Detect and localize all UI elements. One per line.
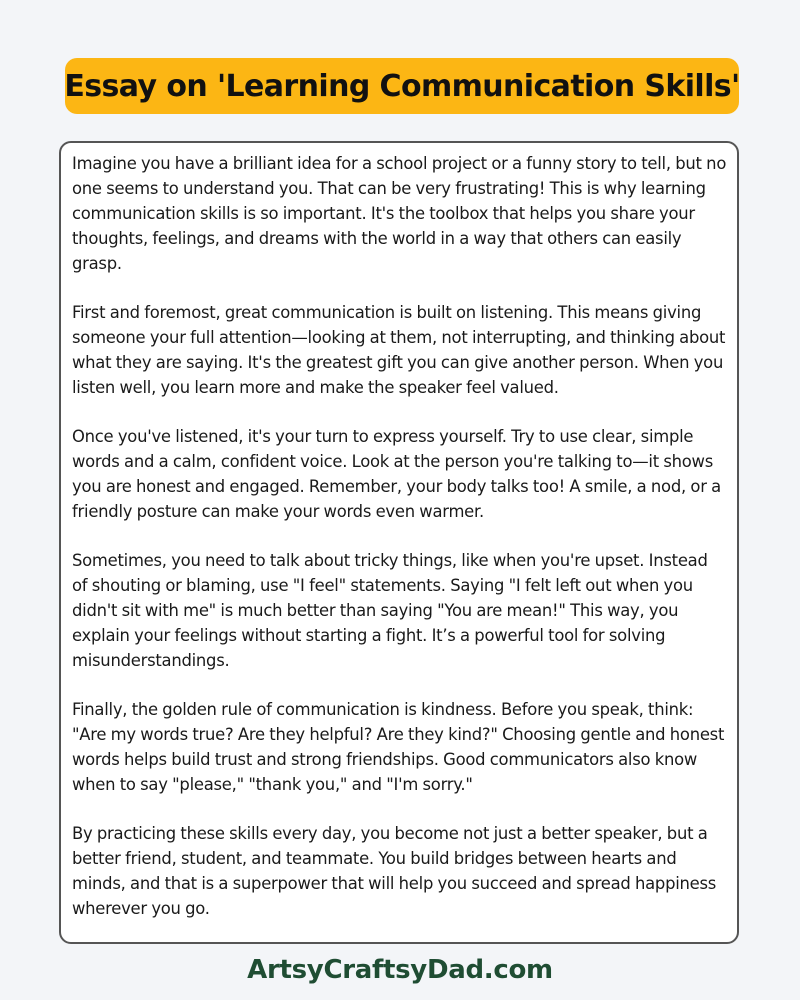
page-title: Essay on 'Learning Communication Skills' <box>64 68 740 104</box>
title-banner <box>65 58 739 114</box>
essay-paragraph: Imagine you have a brilliant idea for a school project or a funny story to tell, but no one seems to understand you. That can be very frustrating! This is why learning communication skills is so important. It's the toolbox that helps you share your thoughts, feelings, and dreams with the world in a way that others can easily grasp. <box>72 154 727 273</box>
site-watermark: ArtsyCraftsyDad.com <box>247 955 553 985</box>
essay-paragraph: By practicing these skills every day, you become not just a better speaker, but a better friend, student, and teammate. You build bridges between hearts and minds, and that is a superpower that will help you succeed and spread happiness wherever you go. <box>72 824 717 918</box>
essay-paragraph: Finally, the golden rule of communication is kindness. Before you speak, think: "Are my words true? Are they helpful? Are they kind?" Choosing gentle and honest words helps build trust and strong friendships. Good communicators also know when to say "please," "thank you," and "I'm sorry." <box>72 700 725 794</box>
essay-paragraph: Sometimes, you need to talk about tricky things, like when you're upset. Instead of shouting or blaming, use "I feel" statements. Saying "I felt left out when you didn't sit with me" is much better than saying "You are mean!" This way, you explain your feelings without starting a fight. It’s a powerful tool for solving misunderstandings. <box>72 551 708 670</box>
essay-paragraph: First and foremost, great communication is built on listening. This means giving someone your full attention—looking at them, not interrupting, and thinking about what they are saying. It's the greatest gift you can give another person. When you listen well, you learn more and make the speaker feel valued. <box>72 303 726 397</box>
essay-body <box>59 141 739 944</box>
essay-paragraph: Once you've listened, it's your turn to express yourself. Try to use clear, simple words and a calm, confident voice. Look at the person you're talking to—it shows you are honest and engaged. Remember, your body talks too! A smile, a nod, or a friendly posture can make your words even warmer. <box>72 427 721 521</box>
